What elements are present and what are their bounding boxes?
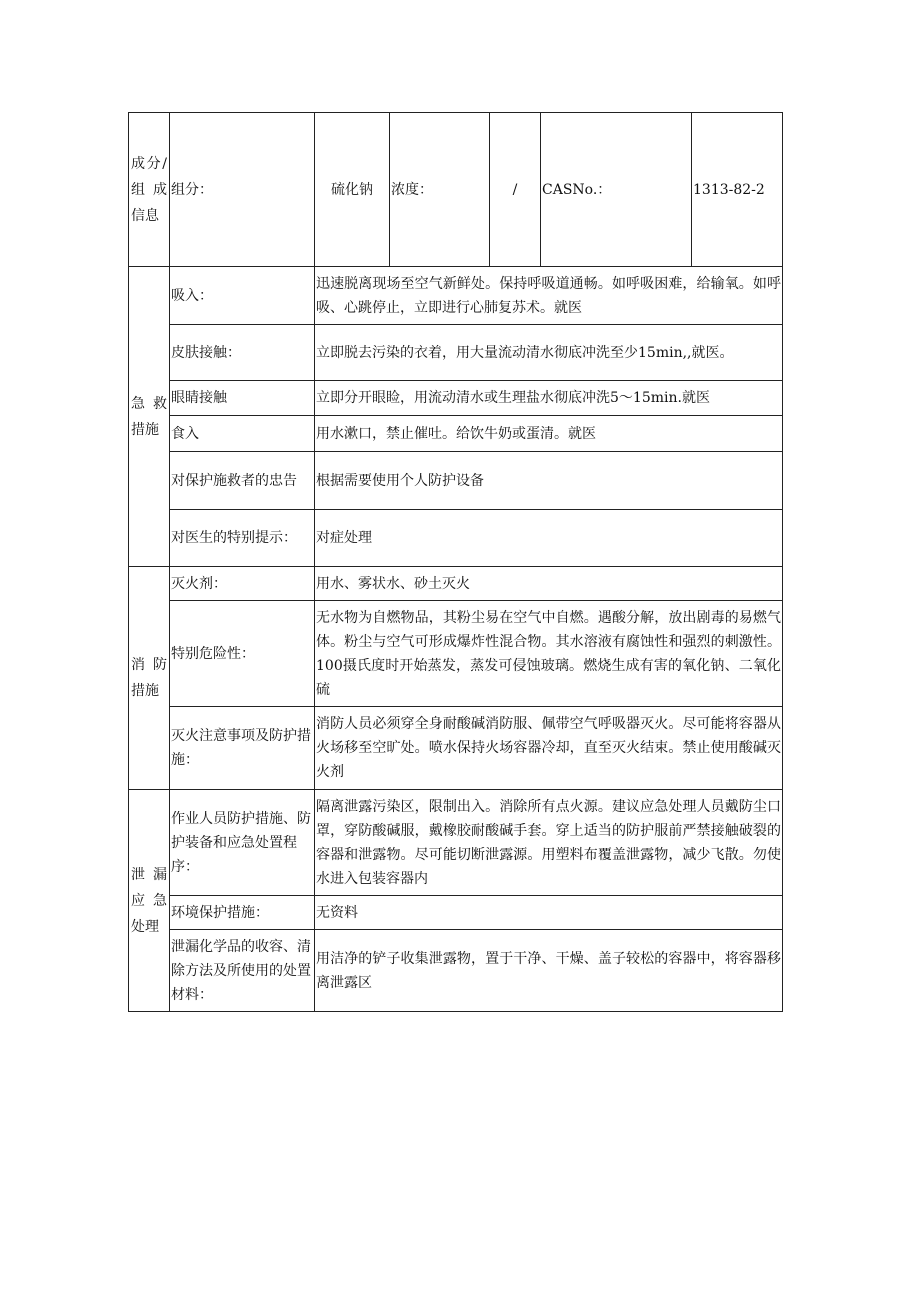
first-aid-text: 立即分开眼睑，用流动清水或生理盐水彻底冲洗5～15min.就医 [315,381,783,416]
concentration-value: / [490,113,541,267]
spill-text: 用洁净的铲子收集泄露物，置于干净、干燥、盖子较松的容器中，将容器移离泄露区 [315,930,783,1012]
spill-section-label: 泄 漏应 急处理 [129,790,170,1012]
first-aid-row [129,510,783,567]
spill-row [129,896,783,930]
msds-sheet [128,112,782,1012]
first-aid-row [129,381,783,416]
component-value: 硫化钠 [315,113,390,267]
spill-label: 环境保护措施： [170,896,315,930]
first-aid-row [129,267,783,325]
first-aid-row [129,325,783,381]
spill-text: 无资料 [315,896,783,930]
spill-text: 隔离泄露污染区，限制出入。消除所有点火源。建议应急处理人员戴防尘口罩，穿防酸碱服，戴橡胶耐酸碱手套。穿上适当的防护服前严禁接触破裂的容器和泄露物。尽可能切断泄露源。用塑料布覆盖泄露物，减少飞散。勿使水进入包装容器内 [315,790,783,896]
fire-fighting-label: 特别危险性： [170,601,315,707]
first-aid-label: 眼睛接触 [170,381,315,416]
first-aid-label: 吸入： [170,267,315,325]
fire-fighting-text: 消防人员必须穿全身耐酸碱消防服、佩带空气呼吸器灭火。尽可能将容器从火场移至空旷处。喷水保持火场容器冷却，直至灭火结束。禁止使用酸碱灭火剂 [315,707,783,790]
cas-label: CASNo.： [541,113,692,267]
fire-fighting-section-label: 消 防措施 [129,567,170,790]
spill-label: 泄漏化学品的收容、清除方法及所使用的处置材料： [170,930,315,1012]
fire-fighting-text: 用水、雾状水、砂土灭火 [315,567,783,601]
fire-fighting-label: 灭火注意事项及防护措施： [170,707,315,790]
first-aid-text: 对症处理 [315,510,783,567]
first-aid-label: 对医生的特别提示： [170,510,315,567]
first-aid-label: 对保护施救者的忠告 [170,452,315,510]
fire-fighting-row [129,707,783,790]
msds-table [128,112,783,1012]
composition-section-label: 成分/组 成信息 [129,113,170,267]
component-label: 组分： [170,113,315,267]
spill-row [129,790,783,896]
composition-row [129,113,783,267]
cas-value: 1313-82-2 [692,113,783,267]
spill-label: 作业人员防护措施、防护装备和应急处置程序： [170,790,315,896]
first-aid-row [129,452,783,510]
first-aid-row [129,416,783,452]
first-aid-text: 根据需要使用个人防护设备 [315,452,783,510]
fire-fighting-label: 灭火剂： [170,567,315,601]
first-aid-label: 食入 [170,416,315,452]
concentration-label: 浓度： [390,113,490,267]
first-aid-text: 立即脱去污染的衣着，用大量流动清水彻底冲洗至少15min,,就医。 [315,325,783,381]
first-aid-text: 用水漱口，禁止催吐。给饮牛奶或蛋清。就医 [315,416,783,452]
first-aid-text: 迅速脱离现场至空气新鲜处。保持呼吸道通畅。如呼吸困难，给输氧。如呼吸、心跳停止，立即进行心肺复苏术。就医 [315,267,783,325]
first-aid-label: 皮肤接触： [170,325,315,381]
fire-fighting-row [129,601,783,707]
first-aid-section-label: 急 救措施 [129,267,170,567]
fire-fighting-text: 无水物为自燃物品，其粉尘易在空气中自燃。遇酸分解，放出剧毒的易燃气体。粉尘与空气可形成爆炸性混合物。其水溶液有腐蚀性和强烈的刺激性。100摄氏度时开始蒸发，蒸发可侵蚀玻璃。燃烧生成有害的氧化钠、二氧化硫 [315,601,783,707]
fire-fighting-row [129,567,783,601]
spill-row [129,930,783,1012]
